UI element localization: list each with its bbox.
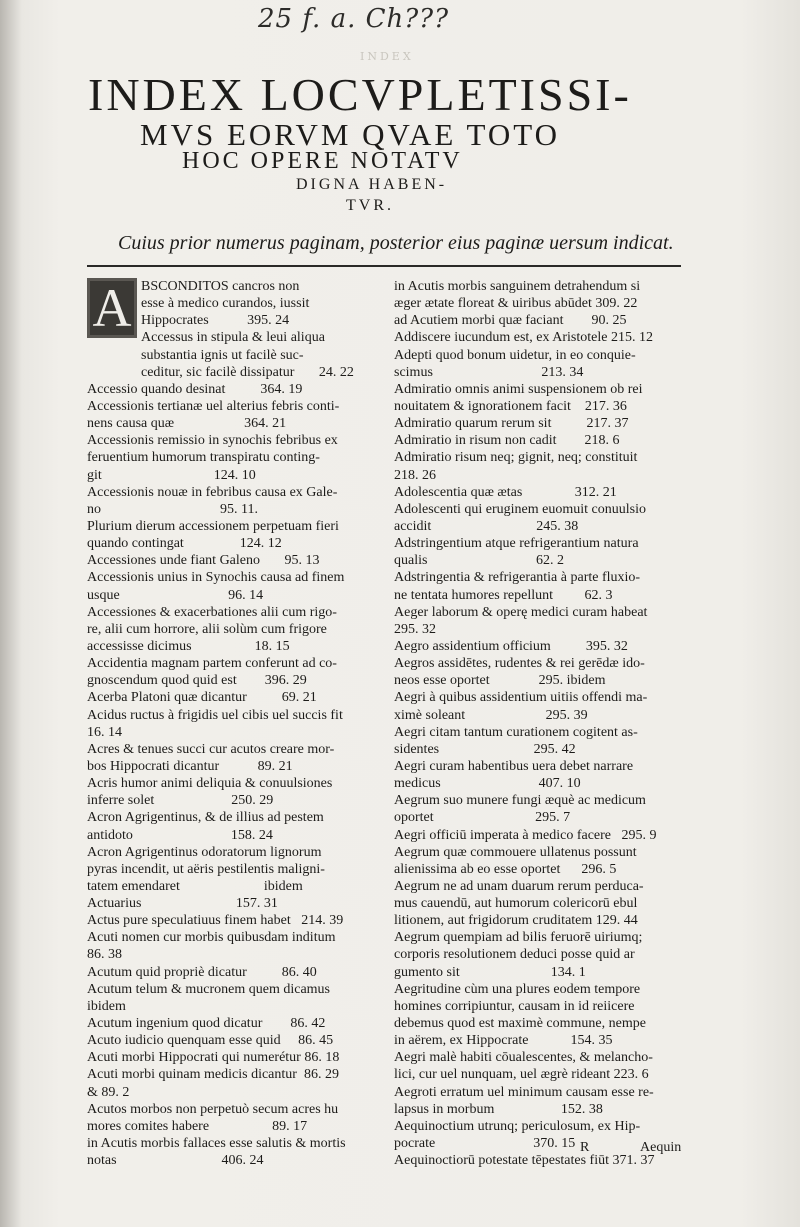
- dropcap-initial: A: [87, 278, 137, 338]
- index-line: Accessionis tertianæ uel alterius febris conti-: [87, 398, 340, 414]
- index-line: Adolescentia quæ ætas 312. 21: [394, 484, 617, 500]
- index-line: Aegrum quæ commouere ullatenus possunt: [394, 844, 637, 860]
- index-line: Aegri à quibus assidentium uitiis offendi ma-: [394, 690, 648, 706]
- index-line: 86. 38: [87, 947, 122, 963]
- title-line-3: HOC OPERE NOTATV: [182, 148, 463, 174]
- index-line: Acerba Platoni quæ dicantur 69. 21: [87, 690, 317, 706]
- index-left-column: [87, 278, 377, 1169]
- index-line: litionem, aut frigidorum cruditatem 129. 44: [394, 913, 638, 929]
- index-line: in Acutis morbis sanguinem detrahendum si: [394, 279, 641, 294]
- handwritten-note: 25 f. a. Ch???: [258, 4, 450, 34]
- signature-mark: R: [580, 1140, 590, 1155]
- index-line: Aegrum ne ad unam duarum rerum perduca-: [394, 878, 644, 894]
- index-line: 16. 14: [87, 724, 122, 740]
- index-line: Adolescenti qui eruginem euomuit conuulsio: [394, 501, 646, 517]
- index-line: Acutum quid propriè dicatur 86. 40: [87, 964, 317, 980]
- index-line: no 95. 11.: [87, 501, 258, 517]
- index-line: Accessus in stipula & leui aliqua: [141, 330, 325, 346]
- index-line: lici, cur uel nunquam, uel ægrè rideant 223. 6: [394, 1067, 649, 1083]
- rule-top: [87, 265, 681, 267]
- index-line: 295. 32: [394, 621, 436, 637]
- index-line: in aërem, ex Hippocrate 154. 35: [394, 1033, 613, 1049]
- index-line: usque 96. 14: [87, 587, 264, 603]
- index-line: Aeger laborum & operę medici curam habeat: [394, 604, 648, 620]
- index-line: ad Acutiem morbi quæ faciant 90. 25: [394, 313, 627, 329]
- index-line: alienissima ab eo esse oportet 296. 5: [394, 861, 617, 877]
- index-line: Acuto iudicio quenquam esse quid 86. 45: [87, 1033, 334, 1049]
- index-line: corporis resolutionem deduci posse quid ar: [394, 947, 635, 963]
- index-line: Aegri officiū imperata à medico facere 295. 9: [394, 827, 657, 843]
- index-line: ibidem: [87, 998, 126, 1014]
- index-line: gnoscendum quod quid est 396. 29: [87, 673, 307, 689]
- index-line: accessisse dicimus 18. 15: [87, 638, 290, 654]
- index-right-column: [394, 278, 686, 1169]
- index-line: debemus quod est maximè commune, nempe: [394, 1016, 646, 1032]
- index-line: Aequinoctium utrunq; periculosum, ex Hip-: [394, 1118, 641, 1134]
- index-line: Actuarius 157. 31: [87, 896, 278, 912]
- index-line: Acres & tenues succi cur acutos creare mor-: [87, 741, 335, 757]
- index-line: nouitatem & ignorationem facit 217. 36: [394, 398, 627, 414]
- index-line: Adepti quod bonum uidetur, in eo conquie-: [394, 347, 636, 363]
- index-line: Acutum telum & mucronem quem dicamus: [87, 981, 331, 997]
- index-line: in Acutis morbis fallaces esse salutis & mortis: [87, 1136, 346, 1152]
- index-line: oportet 295. 7: [394, 810, 571, 826]
- index-line: esse à medico curandos, iussit: [141, 296, 310, 312]
- index-line: Aegro assidentium officium 395. 32: [394, 638, 628, 654]
- index-line: qualis 62. 2: [394, 553, 564, 569]
- index-line: Accidentia magnam partem conferunt ad co-: [87, 656, 337, 672]
- index-line: Aegros assidētes, rudentes & rei gerēdæ ido-: [394, 656, 645, 672]
- title-line-5: TVR.: [346, 197, 394, 214]
- index-line: Actus pure speculatiuus finem habet 214. 39: [87, 913, 344, 929]
- index-line: Acutum ingenium quod dicatur 86. 42: [87, 1016, 326, 1032]
- index-line: sidentes 295. 42: [394, 741, 576, 757]
- index-line: bos Hippocrati dicantur 89. 21: [87, 758, 293, 774]
- index-line: Addiscere iucundum est, ex Aristotele 215. 12: [394, 330, 653, 346]
- index-line: ximè soleant 295. 39: [394, 707, 588, 723]
- index-line: git 124. 10: [87, 467, 256, 483]
- index-line: Accessionis nouæ in febribus causa ex Gale-: [87, 484, 338, 500]
- index-line: Acuti morbi Hippocrati qui numerétur 86. 18: [87, 1050, 340, 1066]
- index-line: Aequinoctiorū potestate tēpestates fiūt 371. 37: [394, 1153, 655, 1169]
- index-line: Plurium dierum accessionem perpetuam fieri: [87, 518, 339, 534]
- index-line: medicus 407. 10: [394, 776, 581, 792]
- index-line: BSCONDITOS cancros non: [141, 279, 300, 294]
- index-line: scimus 213. 34: [394, 364, 584, 380]
- index-line: Acidus ructus à frigidis uel cibis uel succis fit: [87, 707, 343, 723]
- index-line: Adstringentia & refrigerantia à parte fluxio-: [394, 570, 641, 586]
- index-line: tatem emendaret ibidem: [87, 878, 303, 894]
- index-line: æger ætate floreat & uiribus abūdet 309. 22: [394, 296, 638, 312]
- index-line: Hippocrates 395. 24: [141, 313, 290, 329]
- index-line: Accessionis remissio in synochis febribus ex: [87, 433, 338, 449]
- index-line: antidoto 158. 24: [87, 827, 273, 843]
- index-line: notas 406. 24: [87, 1153, 264, 1169]
- index-line: Acutos morbos non perpetuò secum acres hu: [87, 1101, 339, 1117]
- index-line: & 89. 2: [87, 1084, 130, 1100]
- index-line: neos esse oportet 295. ibidem: [394, 673, 606, 689]
- index-line: lapsus in morbum 152. 38: [394, 1101, 603, 1117]
- index-line: Acuti morbi quinam medicis dicantur 86. 29: [87, 1067, 339, 1083]
- index-line: nens causa quæ 364. 21: [87, 416, 287, 432]
- index-line: mores comites habere 89. 17: [87, 1118, 308, 1134]
- index-line: Aegrum suo munere fungi æquè ac medicum: [394, 793, 646, 809]
- index-line: re, alii cum horrore, alii solùm cum frigore: [87, 621, 327, 637]
- index-line: Acuti nomen cur morbis quibusdam inditum: [87, 930, 336, 946]
- index-line: Accessiones unde fiant Galeno 95. 13: [87, 553, 320, 569]
- index-line: Acris humor animi deliquia & conuulsiones: [87, 776, 333, 792]
- index-line: gumento sit 134. 1: [394, 964, 586, 980]
- index-line: 218. 26: [394, 467, 436, 483]
- index-line: Aegroti erratum uel minimum causam esse re-: [394, 1084, 654, 1100]
- index-line: Acron Agrigentinus, & de illius ad pestem: [87, 810, 324, 826]
- index-line: Acron Agrigentinus odoratorum lignorum: [87, 844, 322, 860]
- index-line: substantia ignis ut facilè suc-: [141, 347, 304, 363]
- index-line: Accessiones & exacerbationes alii cum rigo-: [87, 604, 337, 620]
- bleed-through-text: INDEX: [360, 50, 414, 63]
- index-line: feruentium humorum transpiratu conting-: [87, 450, 320, 466]
- index-line: Accessionis unius in Synochis causa ad finem: [87, 570, 345, 586]
- index-line: Aegri curam habentibus uera debet narrare: [394, 758, 634, 774]
- index-line: accidit 245. 38: [394, 518, 579, 534]
- index-line: Accessio quando desinat 364. 19: [87, 381, 303, 397]
- index-line: Aegritudine cùm una plures eodem tempore: [394, 981, 641, 997]
- index-line: homines corripiuntur, causam in id reiicere: [394, 998, 635, 1014]
- title-line-4: DIGNA HABEN-: [296, 176, 448, 193]
- index-line: mus cauendū, aut humorum colericorū ebul: [394, 896, 638, 912]
- index-line: inferre solet 250. 29: [87, 793, 274, 809]
- index-line: pyras incendit, ut aëris pestilentis maligni-: [87, 861, 325, 877]
- index-line: ceditur, sic facilè dissipatur 24. 22: [141, 364, 354, 380]
- catchword: Aequin: [640, 1140, 682, 1155]
- index-line: Aegrum quempiam ad bilis feruorē uiriumq;: [394, 930, 643, 946]
- index-line: Aegri citam tantum curationem cogitent as-: [394, 724, 638, 740]
- index-line: Adstringentium atque refrigerantium natura: [394, 536, 639, 552]
- index-line: Admiratio quarum rerum sit 217. 37: [394, 416, 629, 432]
- index-line: ne tentata humores repellunt 62. 3: [394, 587, 613, 603]
- index-line: Admiratio omnis animi suspensionem ob rei: [394, 381, 643, 397]
- index-line: Admiratio risum neq; gignit, neq; constituit: [394, 450, 638, 466]
- index-subtitle: Cuius prior numerus paginam, posterior eius paginæ uersum indicat.: [118, 232, 674, 254]
- index-line: pocrate 370. 15: [394, 1136, 576, 1152]
- index-line: Admiratio in risum non cadit 218. 6: [394, 433, 620, 449]
- title-line-2: MVS EORVM QVAE TOTO: [140, 117, 560, 152]
- index-line: Aegri malè habiti cōualescentes, & melancho-: [394, 1050, 653, 1066]
- index-line: quando contingat 124. 12: [87, 536, 282, 552]
- title-line-1: INDEX LOCVPLETISSI-: [88, 69, 632, 120]
